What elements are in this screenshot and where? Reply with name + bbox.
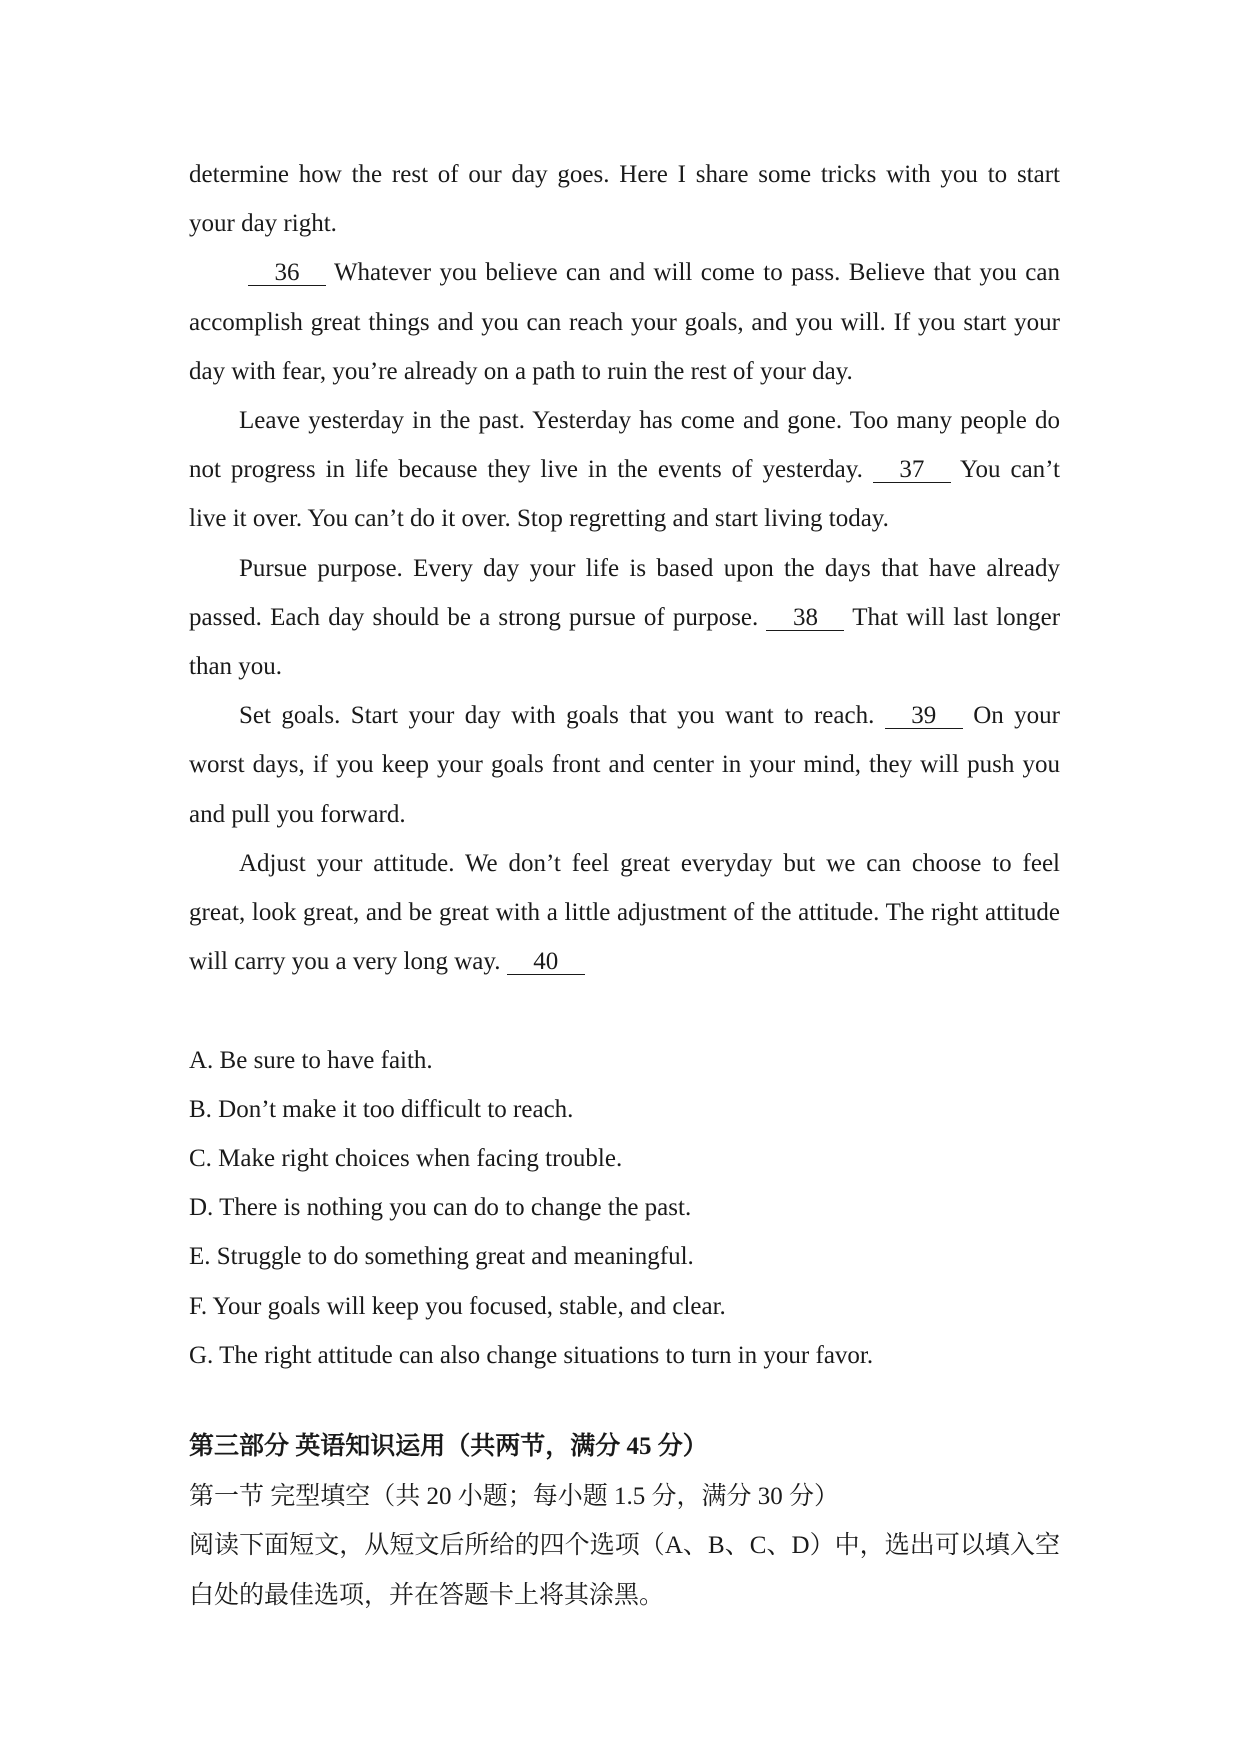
part-three-section [189,1422,1060,1620]
line-text: will carry you a very long way. [189,948,501,976]
passage-line [189,347,1060,396]
answer-blank: 39 [885,703,963,729]
passage-paragraph [189,691,1060,839]
passage-paragraph [189,544,1060,692]
line-text: Adjust your attitude. We don’t feel great everyday but we can choose to feel [239,849,1060,877]
passage-line [189,494,1060,543]
line-text: determine how the rest of our day goes. Here I share some tricks with you to start [189,161,1060,188]
passage-line [189,298,1060,347]
line-text: great, look great, and be great with a little adjustment of the attitude. The right attitude [189,899,1060,927]
line-text: Whatever you believe can and will come to pass. Believe that you can [333,259,1060,287]
line-text: worst days, if you keep your goals front and center in your mind, they will push you [189,751,1060,779]
passage-line [189,248,1060,297]
passage-line [189,445,1060,494]
option-g: G. The right attitude can also change situations to turn in your favor. [189,1341,874,1369]
part-heading: 第三部分 英语知识运用（共两节，满分 45 分） [189,1433,708,1460]
line-text: Set goals. Start your day with goals that you want to reach. [239,702,875,730]
passage-line [189,790,1060,839]
line-text: On your [973,702,1060,730]
line-text: You can’t [959,456,1060,484]
answer-blank: 40 [507,949,585,975]
line-text: and pull you forward. [189,800,406,828]
reading-passage [189,150,1060,986]
option-a: A. Be sure to have faith. [189,1046,433,1074]
option-d: D. There is nothing you can do to change the past. [189,1194,692,1222]
passage-paragraph [189,248,1060,396]
passage-paragraph [189,396,1060,544]
line-text: than you. [189,653,283,681]
passage-line [189,888,1060,937]
passage-paragraph [189,839,1060,987]
answer-blank: 36 [248,260,326,286]
line-text: day with fear, you’re already on a path to ruin the rest of your day. [189,357,853,385]
answer-blank: 37 [873,457,951,483]
answer-blank: 38 [766,605,844,631]
line-text: passed. Each day should be a strong pursue of purpose. [189,603,759,631]
line-text: not progress in life because they live in the events of yesterday. [189,456,863,484]
instruction-line: 阅读下面短文，从短文后所给的四个选项（A、B、C、D）中，选出可以填入空 [189,1532,1060,1560]
passage-line [189,839,1060,888]
passage-line [189,544,1060,593]
line-text: That will last longer [852,603,1061,631]
passage-line [189,937,1060,986]
passage-line [189,740,1060,789]
instruction-line: 白处的最佳选项，并在答题卡上将其涂黑。 [189,1581,665,1609]
option-c: C. Make right choices when facing trouble. [189,1145,623,1172]
option-e: E. Struggle to do something great and meaningful. [189,1243,694,1271]
passage-paragraph [189,150,1060,248]
passage-line [189,691,1060,740]
line-text: Leave yesterday in the past. Yesterday has come and gone. Too many people do [239,407,1060,435]
passage-line [189,593,1060,642]
passage-line [189,150,1060,199]
section-title: 第一节 完型填空（共 20 小题；每小题 1.5 分，满分 30 分） [189,1482,840,1510]
option-f: F. Your goals will keep you focused, stable, and clear. [189,1292,726,1320]
passage-line [189,642,1060,691]
answer-options [189,1036,1060,1380]
line-text: live it over. You can’t do it over. Stop regretting and start living today. [189,505,889,533]
line-text: accomplish great things and you can reach your goals, and you will. If you start your [189,308,1060,336]
line-text: Pursue purpose. Every day your life is based upon the days that have already [239,554,1060,582]
passage-line [189,199,1060,248]
option-b: B. Don’t make it too difficult to reach. [189,1095,574,1123]
passage-line [189,396,1060,445]
line-text: your day right. [189,210,337,238]
